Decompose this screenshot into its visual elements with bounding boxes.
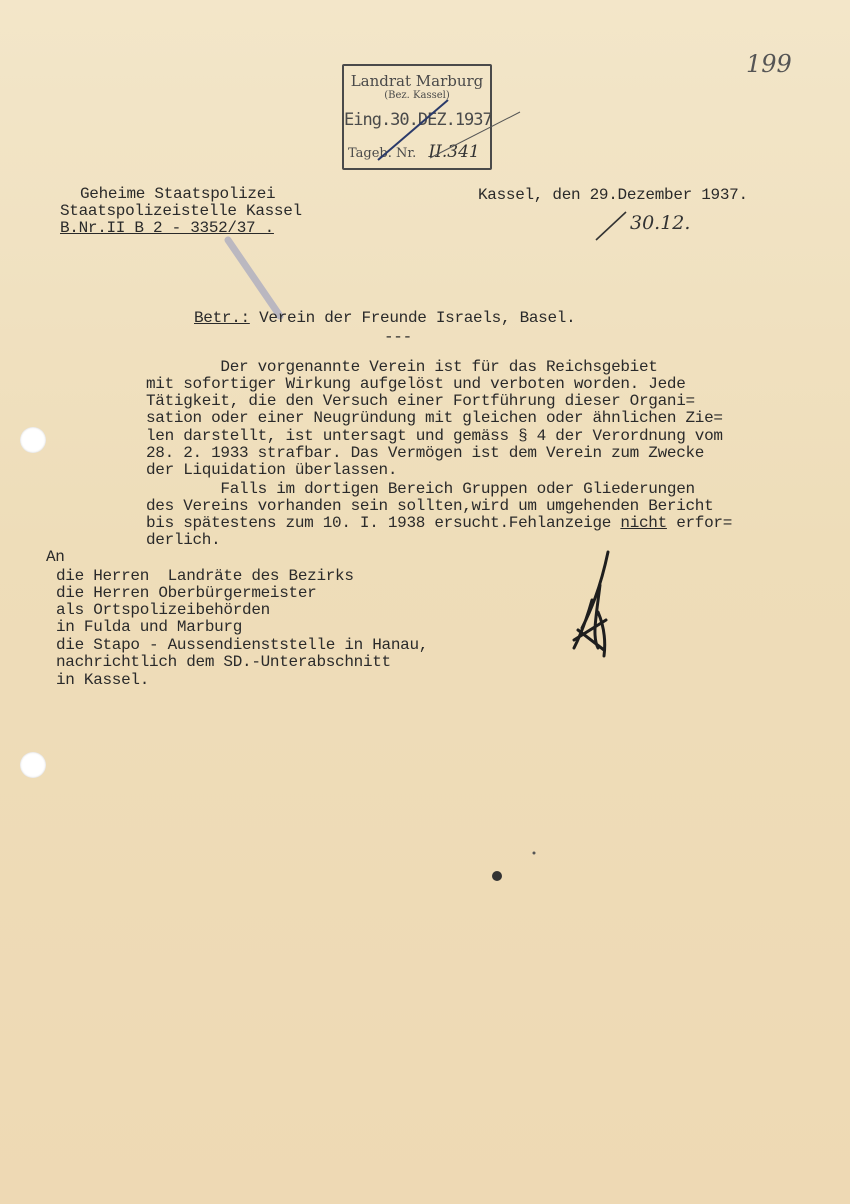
body-line-7: der Liquidation überlassen. bbox=[146, 461, 398, 479]
body-line-2: mit sofortiger Wirkung aufgelöst und verboten worden. Jede bbox=[146, 375, 686, 393]
recipients-heading: An bbox=[46, 548, 65, 566]
sender-line-1: Geheime Staatspolizei bbox=[80, 185, 276, 203]
body-line-10-text: bis spätestens zum 10. I. 1938 ersucht.Fehlanzeige bbox=[146, 514, 621, 532]
recipient-line: nachrichtlich dem SD.-Unterabschnitt bbox=[56, 653, 391, 671]
body-tail: erfor= bbox=[666, 514, 733, 532]
blue-pencil-stroke bbox=[228, 240, 280, 316]
body-emphasis: nicht bbox=[620, 514, 667, 532]
subject-text: Verein der Freunde Israels, Basel. bbox=[259, 309, 576, 327]
stamp-journal-label-text: Tageb. Nr. bbox=[348, 146, 417, 161]
body-line-11: derlich. bbox=[146, 531, 221, 549]
body-line-10 bbox=[146, 515, 732, 532]
signature-scribble bbox=[574, 552, 608, 656]
body-line-9: des Vereins vorhanden sein sollten,wird um umgehenden Bericht bbox=[146, 497, 714, 515]
stamp-district: (Bez. Kassel) bbox=[384, 90, 450, 101]
recipient-line: in Fulda und Marburg bbox=[56, 618, 243, 636]
subject-label: Betr.: bbox=[194, 309, 250, 327]
body-line-1: Der vorgenannte Verein ist für das Reichsgebiet bbox=[146, 358, 658, 376]
archive-number: 199 bbox=[746, 50, 792, 78]
sender-reference: B.Nr.II B 2 - 3352/37 . bbox=[60, 219, 274, 237]
body-line-8: Falls im dortigen Bereich Gruppen oder Gliederungen bbox=[146, 480, 695, 498]
recipient-line: die Stapo - Aussendienststelle in Hanau, bbox=[56, 636, 429, 654]
place-date: Kassel, den 29.Dezember 1937. bbox=[478, 186, 748, 204]
ink-spot bbox=[492, 871, 502, 881]
body-line-4: sation oder einer Neugründung mit gleichen oder ähnlichen Zie= bbox=[146, 409, 723, 427]
annotation-date: 30.12. bbox=[630, 212, 691, 234]
stamp-journal-number: II.341 bbox=[428, 142, 480, 162]
subject-divider: --- bbox=[384, 328, 412, 346]
ink-dot bbox=[533, 852, 536, 855]
stamp-received-date: Eing.30.DEZ.1937 bbox=[344, 110, 492, 130]
body-line-5: len darstellt, ist untersagt und gemäss § 4 der Verordnung vom bbox=[146, 427, 723, 445]
sender-line-2: Staatspolizeistelle Kassel bbox=[60, 202, 302, 220]
body-line-3: Tätigkeit, die den Versuch einer Fortführung dieser Organi= bbox=[146, 392, 695, 410]
recipient-line: in Kassel. bbox=[56, 671, 150, 689]
recipient-line: als Ortspolizeibehörden bbox=[56, 601, 270, 619]
recipient-line: die Herren Oberbürgermeister bbox=[56, 584, 317, 602]
stamp-office: Landrat Marburg bbox=[350, 72, 484, 90]
subject-line bbox=[194, 310, 575, 327]
body-line-6: 28. 2. 1933 strafbar. Das Vermögen ist dem Verein zum Zwecke bbox=[146, 444, 705, 462]
recipient-line: die Herren Landräte des Bezirks bbox=[56, 567, 354, 585]
stamp-slash-stroke bbox=[378, 100, 448, 160]
date-annotation-slash bbox=[596, 212, 626, 240]
stamp-cross-stroke bbox=[430, 112, 520, 158]
